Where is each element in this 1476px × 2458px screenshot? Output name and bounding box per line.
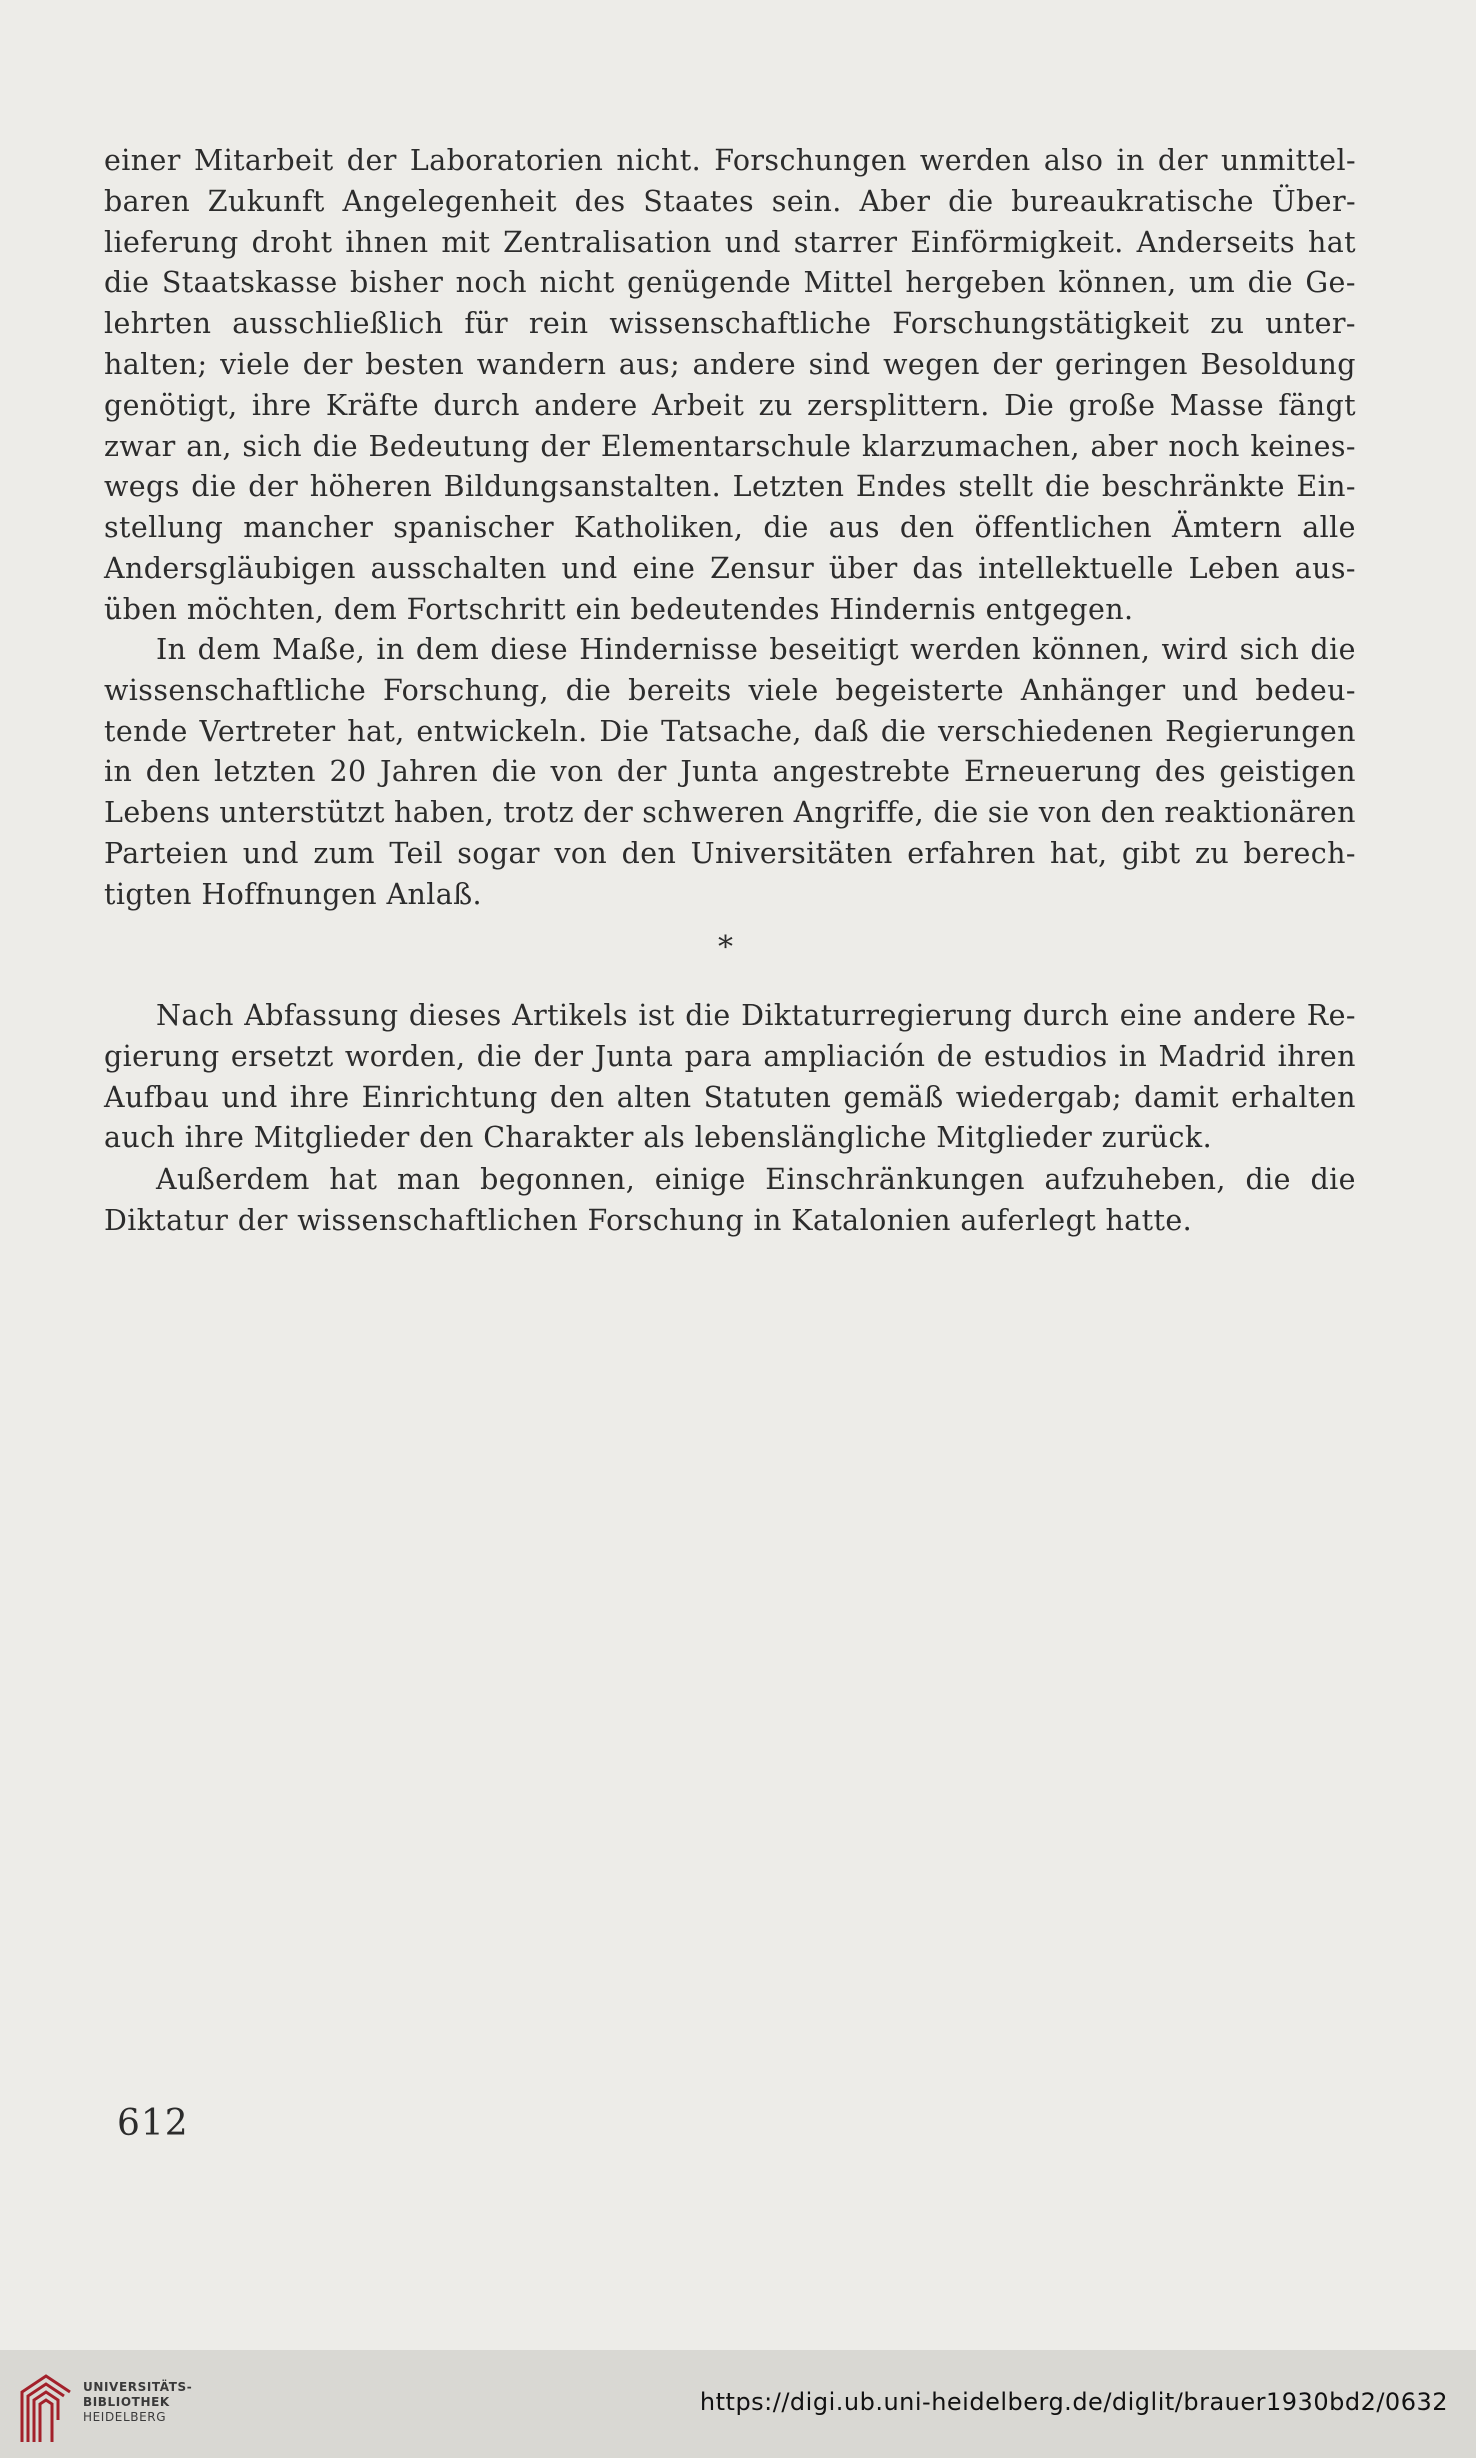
text-line: wegs die der höheren Bildungsanstalten. Letzten Endes stellt die beschränkte Ein- <box>104 470 1356 504</box>
text-line: auch ihre Mitglieder den Charakter als lebenslängliche Mitglieder zurück. <box>104 1121 1213 1155</box>
paragraph-4 <box>104 1160 1356 1242</box>
text-line: einer Mitarbeit der Laboratorien nicht. Forschungen werden also in der unmittel- <box>104 144 1356 177</box>
text-line: tende Vertreter hat, entwickeln. Die Tatsache, daß die verschiedenen Regierungen <box>104 714 1356 748</box>
text-line: Aufbau und ihre Einrichtung den alten Statuten gemäß wiedergab; damit erhalten <box>104 1080 1356 1114</box>
text-line: Lebens unterstützt haben, trotz der schweren Angriffe, die sie von den reaktionären <box>104 796 1356 830</box>
library-logo-icon <box>16 2370 76 2446</box>
source-url[interactable]: https://digi.ub.uni-heidelberg.de/diglit/brauer1930bd2/0632 <box>699 2388 1448 2416</box>
text-line: Parteien und zum Teil sogar von den Universitäten erfahren hat, gibt zu berech- <box>104 836 1356 870</box>
text-line: genötigt, ihre Kräfte durch andere Arbeit zu zersplittern. Die große Masse fängt <box>104 388 1356 422</box>
text-line: lehrten ausschließlich für rein wissenschaftliche Forschungstätigkeit zu unter- <box>104 307 1356 341</box>
page-number: 612 <box>117 2103 189 2144</box>
text-line: wissenschaftliche Forschung, die bereits viele begeisterte Anhänger und bedeu- <box>104 673 1356 707</box>
text-line: Diktatur der wissenschaftlichen Forschung in Katalonien auferlegt hatte. <box>104 1203 1193 1237</box>
text-line: Nach Abfassung dieses Artikels ist die Diktaturregierung durch eine andere Re- <box>156 999 1356 1032</box>
text-line: Andersgläubigen ausschalten und eine Zensur über das intellektuelle Leben aus- <box>104 551 1356 585</box>
library-name-line-1: UNIVERSITÄTS- <box>83 2380 193 2394</box>
paragraph-3 <box>104 996 1356 1159</box>
text-line: Außerdem hat man begonnen, einige Einschränkungen aufzuheben, die die <box>156 1163 1356 1196</box>
text-line: baren Zukunft Angelegenheit des Staates sein. Aber die bureaukratische Über- <box>104 184 1356 218</box>
footer-bar <box>0 2350 1476 2458</box>
text-line: die Staatskasse bisher noch nicht genügende Mittel hergeben können, um die Ge- <box>104 266 1356 300</box>
text-line: in den letzten 20 Jahren die von der Junta angestrebte Erneuerung des geistigen <box>104 755 1356 789</box>
text-line: üben möchten, dem Fortschritt ein bedeutendes Hindernis entgegen. <box>104 592 1134 626</box>
section-separator: * <box>718 930 733 965</box>
text-line: halten; viele der besten wandern aus; andere sind wegen der geringen Besoldung <box>104 347 1356 381</box>
text-line: zwar an, sich die Bedeutung der Elementarschule klarzumachen, aber noch keines- <box>104 429 1356 463</box>
text-line: gierung ersetzt worden, die der Junta para ampliación de estudios in Madrid ihren <box>104 1039 1356 1073</box>
text-line: stellung mancher spanischer Katholiken, die aus den öffentlichen Ämtern alle <box>104 511 1356 545</box>
text-line: In dem Maße, in dem diese Hindernisse beseitigt werden können, wird sich die <box>156 633 1356 666</box>
library-name-line-2: BIBLIOTHEK <box>83 2395 170 2409</box>
paragraph-1 <box>104 141 1356 631</box>
text-line: lieferung droht ihnen mit Zentralisation und starrer Einförmigkeit. Anderseits hat <box>104 225 1356 259</box>
library-name-line-3: HEIDELBERG <box>83 2410 167 2424</box>
library-name <box>83 2380 192 2425</box>
text-line: tigten Hoffnungen Anlaß. <box>104 877 483 911</box>
paragraph-2 <box>104 630 1356 916</box>
